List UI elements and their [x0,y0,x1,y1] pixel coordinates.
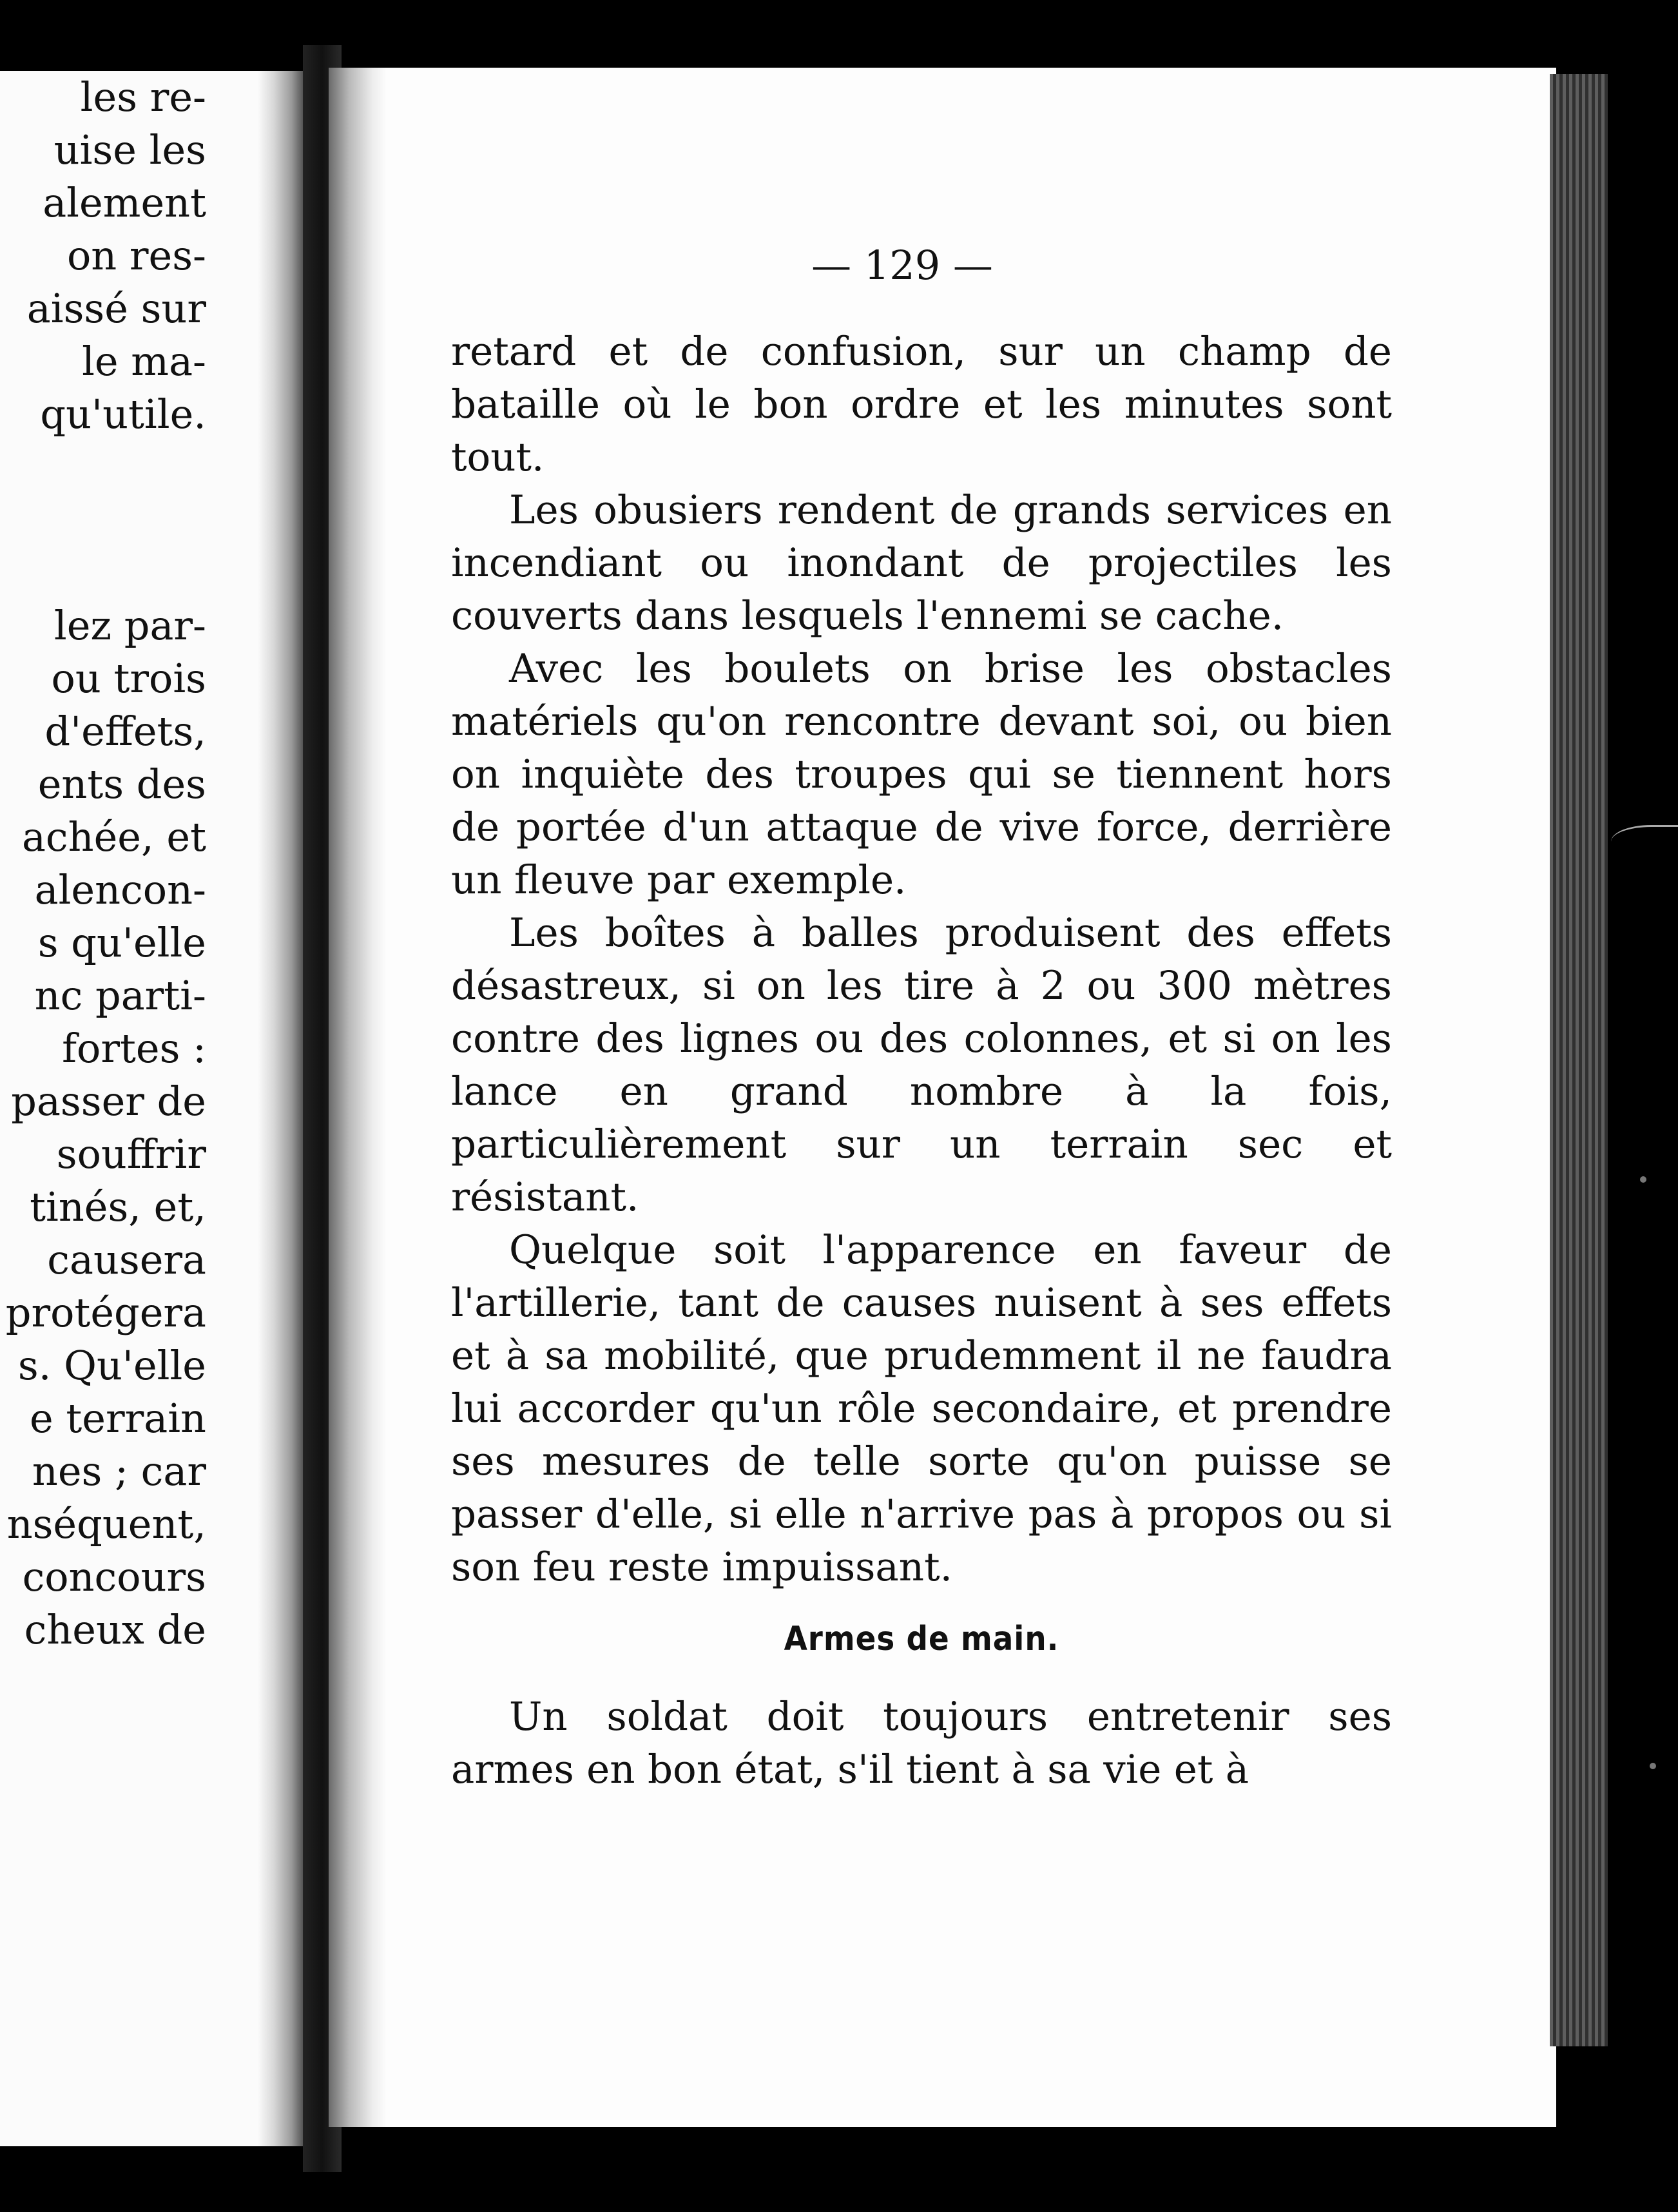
left-line: protégera [5,1289,206,1336]
left-line: nes ; car [32,1448,206,1495]
left-line: cheux de [24,1606,206,1653]
left-line-gap [0,441,206,494]
left-line: e terrain [29,1395,206,1442]
left-line: uise les [53,126,206,173]
left-line: causera [47,1236,206,1283]
section-heading: Armes de main. [784,1620,1059,1658]
left-line: s qu'elle [37,919,206,966]
left-line: nséquent, [6,1500,206,1547]
paragraph: Avec les boulets on brise les obstacles matériels qu'on rencontre devant soi, ou bien on inquiète des troupes qui se tiennent hors de portée d'un attaque de vive force, derrière un fleuve par exemple. [451,646,1392,903]
left-line: ents des [37,761,206,808]
left-line: concours [22,1553,206,1600]
page-body [451,325,1392,1796]
left-line: le ma- [82,338,206,385]
left-line: tinés, et, [30,1183,206,1230]
left-line: alencon- [34,866,206,913]
left-line: s. Qu'elle [17,1342,206,1389]
left-line: ou trois [51,655,206,702]
left-line: passer de [11,1078,206,1125]
page-edges [1550,74,1608,2046]
left-line: les re- [80,73,206,121]
left-line: nc parti- [34,972,206,1019]
left-page-text [0,71,206,1656]
paragraph: retard et de confusion, sur un champ de bataille où le bon ordre et les minutes sont tout. [451,329,1392,480]
left-line: souffrir [56,1130,206,1178]
left-line: d'effets, [44,708,206,755]
left-line-gap [0,494,206,547]
paragraph: Les boîtes à balles produisent des effets désastreux, si on les tire à 2 ou 300 mètres contre des lignes ou des colonnes, et si on les lance en grand nombre à la fois, particulièrement sur un terrain sec et résistant. [451,910,1392,1220]
left-line: on res- [66,232,206,279]
left-line: qu'utile. [40,391,206,438]
left-line-gap [0,547,206,599]
left-line: alement [43,179,206,226]
page-number: — 129 — [811,242,993,289]
paragraph: Les obusiers rendent de grands services en incendiant ou inondant de projectiles les couverts dans lesquels l'ennemi se cache. [451,487,1392,639]
left-line: lez par- [53,602,206,649]
left-line: achée, et [21,813,206,860]
right-page-gutter-shadow [329,68,387,2127]
left-page-fragment [0,71,303,2146]
scan-artifact-line [1611,825,1678,853]
scan-speck [1650,1763,1656,1769]
paragraph: Quelque soit l'apparence en faveur de l'artillerie, tant de causes nuisent à ses effets et à sa mobilité, que prudemment il ne faudra lui accorder qu'un rôle secondaire, et prendre ses mesures de telle sorte qu'on puisse se passer d'elle, si elle n'arrive pas à propos ou si son feu reste impuissant. [451,1227,1392,1590]
left-page-gutter-shadow [258,71,303,2146]
left-line: aissé sur [26,285,206,332]
left-line: fortes : [62,1025,206,1072]
paragraph: Un soldat doit toujours entretenir ses armes en bon état, s'il tient à sa vie et à [451,1694,1392,1792]
scan-speck [1640,1176,1646,1183]
